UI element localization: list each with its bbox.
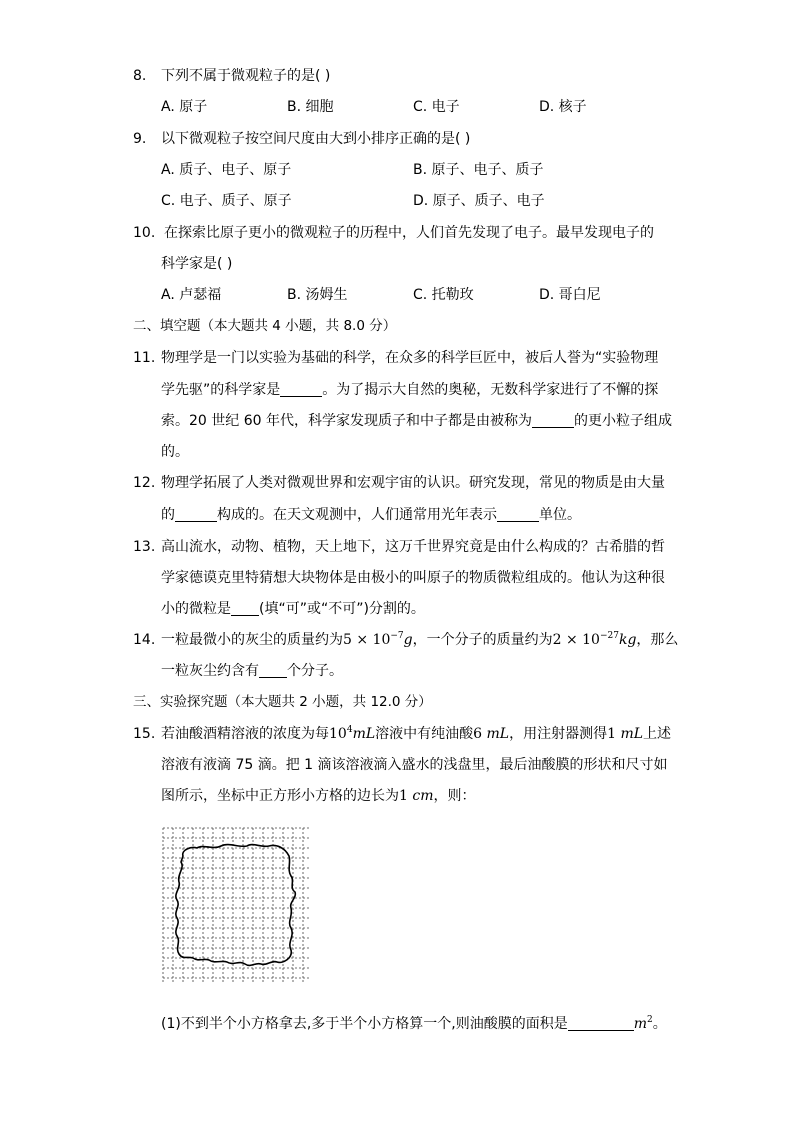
q11-line1: 物理学是一门以实验为基础的科学，在众多的科学巨匠中，被后人誉为“实验物理: [161, 350, 659, 366]
q14-mass-molecule-coef: 2 × 10: [552, 632, 600, 648]
q14-mass-dust-unit: g: [403, 632, 413, 648]
q10-option-b: B. 汤姆生: [287, 287, 348, 303]
q11-number: 11.: [133, 350, 156, 366]
q15-text-4: 上述: [643, 726, 672, 742]
q9-option-c: C. 电子、质子、原子: [161, 193, 292, 209]
q10-number: 10.: [133, 225, 156, 241]
oil-film-figure: [161, 826, 311, 990]
q15-volume-coef: 10: [329, 726, 347, 742]
q15-line2: 溶液有液滴 75 滴。把 1 滴该溶液滴入盛水的浅盘里，最后油酸膜的形状和尺寸如: [161, 757, 668, 773]
q10-option-d: D. 哥白尼: [539, 287, 601, 303]
q15-text-1: 若油酸酒精溶液的浓度为每: [161, 726, 329, 742]
q15-sub1-text: (1)不到半个小方格拿去,多于半个小方格算一个,则油酸膜的面积是: [161, 1016, 568, 1032]
q12-blank-2: [497, 506, 539, 522]
q14-blank: [259, 662, 287, 678]
q15-sub1-blank: [568, 1015, 634, 1031]
q15-line1: [161, 724, 671, 744]
q11-line3-part2: 的更小粒子组成: [573, 413, 672, 429]
q13-line3-part2: (填“可”或“不可”)分割的。: [259, 601, 425, 617]
q9-stem: 以下微观粒子按空间尺度由大到小排序正确的是( ): [161, 131, 471, 147]
q14-line2-part2: 个分子。: [287, 663, 343, 679]
q11-line2-part2: 。为了揭示大自然的奥秘，无数科学家进行了不懈的探: [322, 382, 659, 398]
q15-volume-exp: 4: [346, 725, 353, 735]
q11-line3: [161, 411, 672, 431]
section-3-heading: 三、实验探究题（本大题共 2 小题，共 12.0 分）: [133, 694, 432, 710]
q13-line3-part1: 小的微粒是: [161, 601, 231, 617]
q11-blank-1: [280, 381, 322, 397]
q14-mass-molecule-unit: kg: [618, 632, 637, 648]
q9-option-b: B. 原子、电子、质子: [413, 162, 544, 178]
q12-line2-part1: 的: [161, 507, 175, 523]
q8-number: 8.: [133, 68, 147, 84]
q11-line3-part1: 索。20 世纪 60 年代，科学家发现质子和中子都是由被称为: [161, 413, 532, 429]
q14-line2-part1: 一粒灰尘约含有: [161, 663, 259, 679]
q14-text-1: 一粒最微小的灰尘的质量约为: [161, 632, 343, 648]
q10-line1: 在探索比原子更小的微观粒子的历程中，人们首先发现了电子。最早发现电子的: [164, 225, 654, 241]
q13-number: 13.: [133, 539, 156, 555]
q15-sub1-end: 。: [652, 1016, 667, 1032]
q15-grid-size: 1: [399, 788, 413, 804]
q14-line2: [161, 661, 343, 681]
q12-number: 12.: [133, 475, 156, 491]
q14-mass-molecule-exp: −27: [599, 631, 619, 641]
q15-sub1-unit: m: [633, 1016, 648, 1032]
section-2-heading: 二、填空题（本大题共 4 小题，共 8.0 分）: [133, 318, 397, 334]
q15-text-2: 溶液中有纯油酸: [375, 726, 474, 742]
q8-option-b: B. 细胞: [287, 99, 334, 115]
q15-line3-part2: ，则：: [433, 788, 476, 804]
q14-text-3: ，那么: [636, 632, 679, 648]
q13-blank: [231, 600, 259, 616]
q15-measured-volume: 1: [607, 726, 621, 742]
q15-sub1: [161, 1014, 667, 1034]
q15-sub1-unit-exp: 2: [647, 1015, 653, 1025]
q15-measured-volume-unit: mL: [620, 726, 644, 742]
q15-number: 15.: [133, 726, 156, 742]
oil-film-grid: [161, 826, 311, 986]
q11-line4: 的。: [161, 444, 189, 460]
oil-film-outline: [176, 845, 295, 966]
q9-option-a: A. 质子、电子、原子: [161, 162, 292, 178]
q13-line3: [161, 599, 425, 619]
q12-line2-part3: 单位。: [539, 507, 581, 523]
q10-option-a: A. 卢瑟福: [161, 287, 222, 303]
q11-line2-part1: 学先驱”的科学家是: [161, 382, 281, 398]
q8-option-c: C. 电子: [413, 99, 460, 115]
q12-blank-1: [175, 506, 217, 522]
q15-grid-size-unit: cm: [412, 788, 434, 804]
q13-line2: 学家德谟克里特猜想大块物体是由极小的叫原子的物质微粒组成的。他认为这种很: [161, 570, 665, 586]
q9-number: 9.: [133, 131, 147, 147]
q10-line2: 科学家是( ): [161, 256, 233, 272]
q14-line1: [161, 630, 678, 650]
q15-oil-volume: 6: [473, 726, 487, 742]
q8-option-a: A. 原子: [161, 99, 208, 115]
q14-number: 14.: [133, 632, 156, 648]
q14-text-2: ，一个分子的质量约为: [412, 632, 553, 648]
q15-volume-unit: mL: [352, 726, 376, 742]
q14-mass-dust-exp: −7: [390, 631, 404, 641]
q10-option-c: C. 托勒玫: [413, 287, 474, 303]
q15-text-3: ，用注射器测得: [509, 726, 608, 742]
q12-line2: [161, 505, 581, 525]
q15-oil-volume-unit: mL: [486, 726, 510, 742]
q8-option-d: D. 核子: [539, 99, 587, 115]
q11-blank-2: [532, 412, 574, 428]
q11-line2: [161, 380, 658, 400]
q13-line1: 高山流水，动物、植物，天上地下，这万千世界究竟是由什么构成的？古希腊的哲: [161, 539, 665, 555]
q9-option-d: D. 原子、质子、电子: [413, 193, 545, 209]
q8-stem: 下列不属于微观粒子的是( ): [161, 68, 331, 84]
q15-line3-part1: 图所示，坐标中正方形小方格的边长为: [161, 788, 399, 804]
q12-line2-part2: 构成的。在天文观测中，人们通常用光年表示: [217, 507, 497, 523]
q15-line3: [161, 786, 475, 806]
q12-line1: 物理学拓展了人类对微观世界和宏观宇宙的认识。研究发现，常见的物质是由大量: [161, 475, 665, 491]
q14-mass-dust-coef: 5 × 10: [343, 632, 391, 648]
